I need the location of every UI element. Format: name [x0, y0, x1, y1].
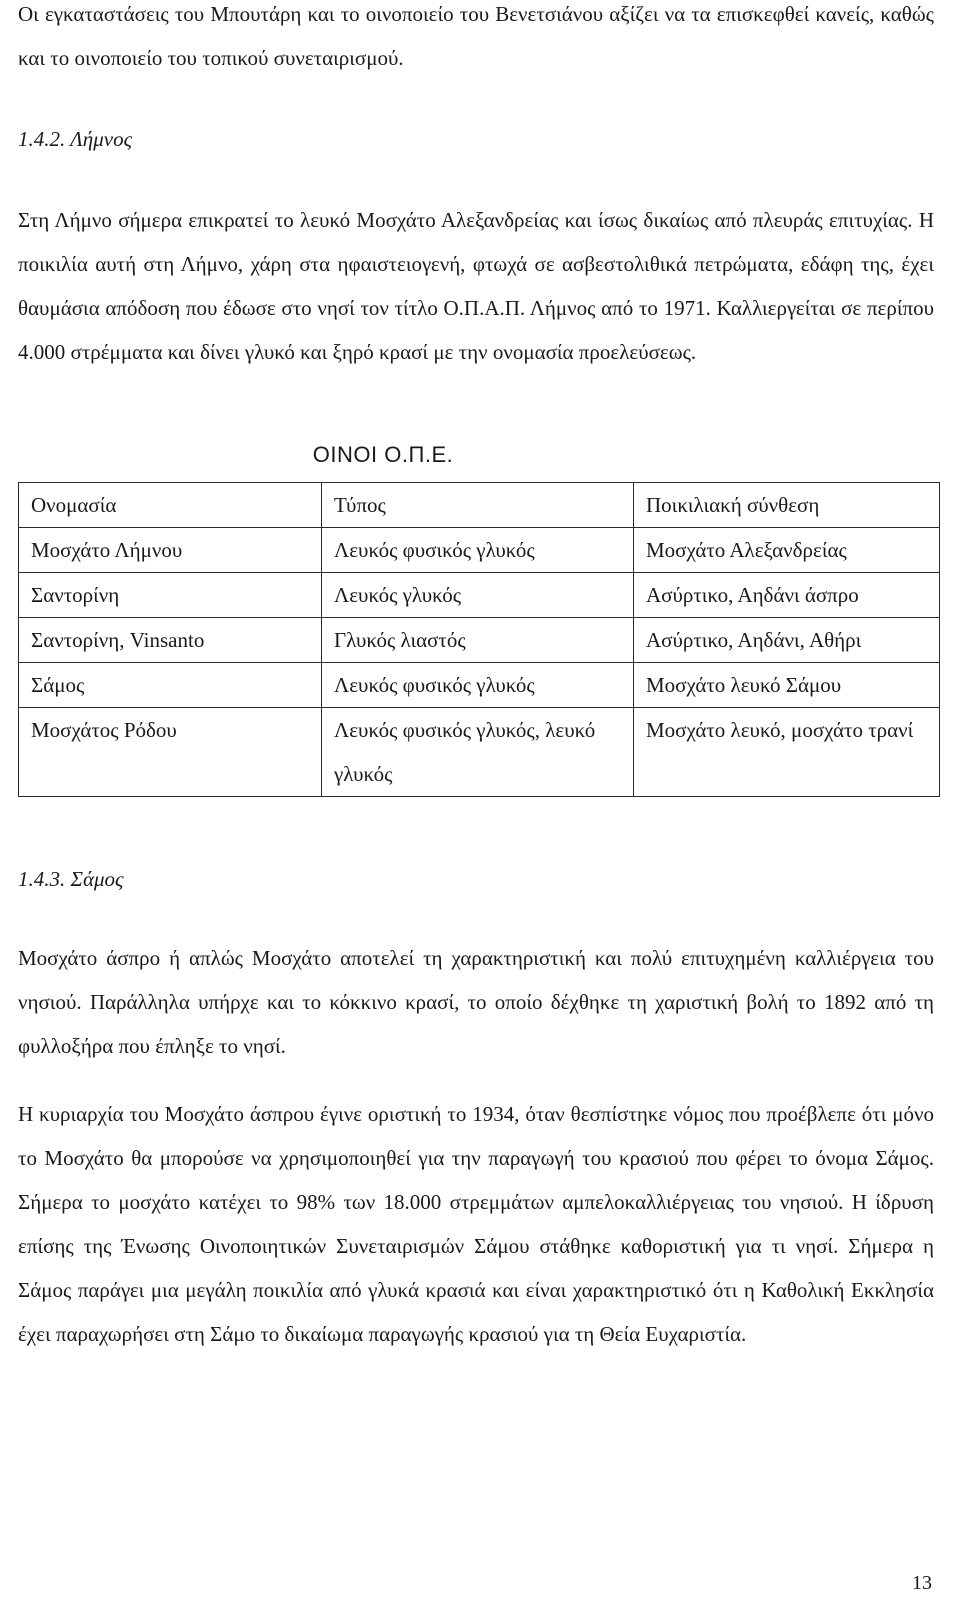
table-cell: Ασύρτικο, Αηδάνι, Αθήρι — [634, 618, 940, 663]
table-header-cell: Ονομασία — [19, 483, 322, 528]
table-cell: Μοσχάτο Λήμνου — [19, 528, 322, 573]
table-cell: Γλυκός λιαστός — [322, 618, 634, 663]
section-heading-samos: 1.4.3. Σάμος — [18, 867, 124, 891]
table-cell: Ασύρτικο, Αηδάνι άσπρο — [634, 573, 940, 618]
table-row — [19, 573, 940, 618]
table-cell: Μοσχάτος Ρόδου — [19, 708, 322, 797]
samos-paragraph-1: Μοσχάτο άσπρο ή απλώς Μοσχάτο αποτελεί τη χαρακτηριστική και πολύ επιτυχημένη καλλιέργεια του νησιού. Παράλληλα υπήρχε και το κόκκινο κρασί, το οποίο δέχθηκε τη χαριστική βολή το 1892 από τη φυλλοξήρα που έπληξε το νησί. — [18, 946, 934, 1058]
table-cell: Σαντορίνη — [19, 573, 322, 618]
table-cell: Λευκός φυσικός γλυκός — [322, 663, 634, 708]
table-row — [19, 618, 940, 663]
table-cell: Σάμος — [19, 663, 322, 708]
table-cell: Μοσχάτο λευκό Σάμου — [634, 663, 940, 708]
intro-paragraph: Οι εγκαταστάσεις του Μπουτάρη και το οινοποιείο του Βενετσιάνου αξίζει να τα επισκεφθεί κανείς, καθώς και το οινοποιείο του τοπικού συνεταιρισμού. — [18, 2, 934, 70]
table-cell: Λευκός γλυκός — [322, 573, 634, 618]
table-cell: Λευκός φυσικός γλυκός, λευκό γλυκός — [322, 708, 634, 797]
table-header-row — [19, 483, 940, 528]
lemnos-paragraph: Στη Λήμνο σήμερα επικρατεί το λευκό Μοσχάτο Αλεξανδρείας και ίσως δικαίως από πλευράς επιτυχίας. Η ποικιλία αυτή στη Λήμνο, χάρη στα ηφαιστειογενή, φτωχά σε ασβεστολιθικά πετρώματα, εδάφη της, έχει θαυμάσια απόδοση που έδωσε στο νησί τον τίτλο Ο.Π.Α.Π. Λήμνος από το 1971. Καλλιεργείται σε περίπου 4.000 στρέμματα και δίνει γλυκό και ξηρό κρασί με την ονομασία προελεύσεως. — [18, 208, 934, 364]
table-title: ΟΙΝΟΙ Ο.Π.Ε. — [312, 442, 454, 467]
table-cell: Λευκός φυσικός γλυκός — [322, 528, 634, 573]
table-cell: Μοσχάτο λευκό, μοσχάτο τρανί — [634, 708, 940, 797]
section-heading-lemnos: 1.4.2. Λήμνος — [18, 127, 133, 151]
table-cell: Μοσχάτο Αλεξανδρείας — [634, 528, 940, 573]
table-row — [19, 663, 940, 708]
page-number: 13 — [912, 1572, 932, 1594]
table-header-cell: Ποικιλιακή σύνθεση — [634, 483, 940, 528]
table-row — [19, 528, 940, 573]
table-cell: Σαντορίνη, Vinsanto — [19, 618, 322, 663]
wines-table — [18, 482, 940, 797]
table-header-cell: Τύπος — [322, 483, 634, 528]
samos-paragraph-2: Η κυριαρχία του Μοσχάτο άσπρου έγινε οριστική το 1934, όταν θεσπίστηκε νόμος που προέβλεπε ότι μόνο το Μοσχάτο θα μπορούσε να χρησιμοποιηθεί για την παραγωγή του κρασιού που φέρει το όνομα Σάμος. Σήμερα το μοσχάτο κατέχει το 98% των 18.000 στρεμμάτων αμπελοκαλλιέργειας του νησιού. Η ίδρυση επίσης της Ένωσης Οινοποιητικών Συνεταιρισμών Σάμου στάθηκε καθοριστική για τι νησί. Σήμερα η Σάμος παράγει μια μεγάλη ποικιλία από γλυκά κρασιά και είναι χαρακτηριστικό ότι η Καθολική Εκκλησία έχει παραχωρήσει στη Σάμο το δικαίωμα παραγωγής κρασιού για τη Θεία Ευχαριστία. — [18, 1102, 934, 1346]
table-row — [19, 708, 940, 797]
